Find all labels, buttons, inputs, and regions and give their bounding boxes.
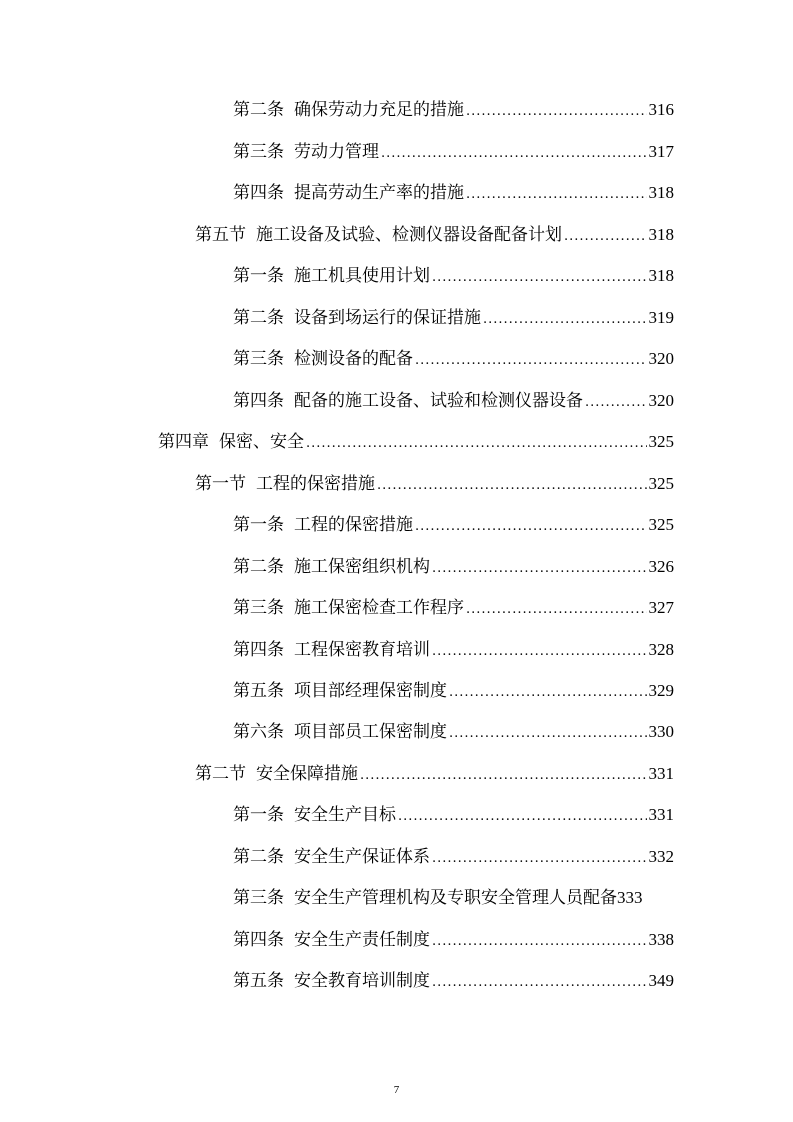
dot-leader bbox=[360, 765, 647, 787]
toc-entry-number: 第二节 bbox=[195, 764, 246, 784]
toc-entry[interactable] bbox=[195, 763, 674, 787]
dot-leader bbox=[466, 184, 647, 206]
toc-entry-number: 第二条 bbox=[233, 308, 284, 328]
toc-entry[interactable] bbox=[195, 224, 674, 248]
toc-entry-title: 设备到场运行的保证措施 bbox=[294, 308, 481, 328]
toc-entry-number: 第五条 bbox=[233, 681, 284, 701]
toc-entry-page: 331 bbox=[648, 805, 674, 824]
toc-entry-title: 工程的保密措施 bbox=[256, 474, 375, 494]
toc-entry-title: 确保劳动力充足的措施 bbox=[294, 100, 464, 120]
toc-entry-page: 316 bbox=[648, 100, 674, 119]
toc-entry[interactable] bbox=[233, 929, 674, 953]
dot-leader bbox=[432, 972, 647, 994]
toc-entry[interactable] bbox=[233, 846, 674, 870]
toc-entry-title: 安全保障措施 bbox=[256, 764, 358, 784]
toc-entry-page: 330 bbox=[648, 722, 674, 741]
toc-entry-title: 检测设备的配备 bbox=[294, 349, 413, 369]
toc-entry[interactable] bbox=[233, 141, 674, 165]
dot-leader bbox=[377, 475, 647, 497]
toc-entry-title: 安全生产责任制度 bbox=[294, 930, 430, 950]
toc-entry-number: 第三条 bbox=[233, 598, 284, 618]
toc-entry-title: 工程保密教育培训 bbox=[294, 640, 430, 660]
toc-entry-page: 317 bbox=[648, 142, 674, 161]
toc-entry-page: 331 bbox=[648, 764, 674, 783]
toc-entry-page: 318 bbox=[648, 183, 674, 202]
toc-entry-number: 第四条 bbox=[233, 930, 284, 950]
toc-entry[interactable] bbox=[233, 307, 674, 331]
toc-entry-number: 第五节 bbox=[195, 225, 246, 245]
toc-entry-page: 329 bbox=[648, 681, 674, 700]
toc-entry[interactable] bbox=[233, 556, 674, 580]
toc-entry-page: 327 bbox=[648, 598, 674, 617]
toc-entry-number: 第四章 bbox=[158, 432, 209, 452]
toc-entry[interactable] bbox=[195, 473, 674, 497]
toc-entry-page: 318 bbox=[648, 266, 674, 285]
toc-entry-page: 325 bbox=[648, 515, 674, 534]
toc-entry-page: 349 bbox=[648, 971, 674, 990]
dot-leader bbox=[432, 931, 647, 953]
toc-entry-page: 332 bbox=[648, 847, 674, 866]
dot-leader bbox=[432, 641, 647, 663]
toc-entry-page: 318 bbox=[648, 225, 674, 244]
toc-entry[interactable] bbox=[233, 265, 674, 289]
toc-entry-number: 第二条 bbox=[233, 100, 284, 120]
toc-entry-page: 328 bbox=[648, 640, 674, 659]
toc-entry-number: 第一条 bbox=[233, 515, 284, 535]
toc-entry-title: 安全生产目标 bbox=[294, 805, 396, 825]
toc-entry[interactable] bbox=[233, 804, 674, 828]
dot-leader bbox=[415, 516, 647, 538]
toc-entry-title: 安全教育培训制度 bbox=[294, 971, 430, 991]
dot-leader bbox=[449, 723, 647, 745]
dot-leader bbox=[449, 682, 647, 704]
dot-leader bbox=[306, 433, 647, 455]
dot-leader bbox=[398, 806, 647, 828]
toc-entry-title: 施工保密检查工作程序 bbox=[294, 598, 464, 618]
toc-entry-title: 安全生产保证体系 bbox=[294, 847, 430, 867]
toc-entry-number: 第三条 bbox=[233, 888, 284, 908]
toc-entry[interactable] bbox=[233, 639, 674, 663]
toc-entry[interactable] bbox=[233, 721, 674, 745]
toc-entry[interactable] bbox=[233, 390, 674, 414]
toc-entry-number: 第二条 bbox=[233, 847, 284, 867]
toc-entry-number: 第三条 bbox=[233, 349, 284, 369]
dot-leader bbox=[432, 558, 647, 580]
toc-entry-page: 325 bbox=[648, 474, 674, 493]
toc-entry-number: 第五条 bbox=[233, 971, 284, 991]
toc-entry-title: 提高劳动生产率的措施 bbox=[294, 183, 464, 203]
toc-entry-number: 第四条 bbox=[233, 391, 284, 411]
toc-entry-title: 安全生产管理机构及专职安全管理人员配备 bbox=[294, 888, 617, 908]
toc-entry-title: 施工设备及试验、检测仪器设备配备计划 bbox=[256, 225, 562, 245]
toc-entry[interactable] bbox=[233, 887, 674, 909]
toc-entry-page: 338 bbox=[648, 930, 674, 949]
toc-entry[interactable] bbox=[233, 970, 674, 994]
toc-entry[interactable] bbox=[158, 431, 674, 455]
toc-entry-title: 工程的保密措施 bbox=[294, 515, 413, 535]
toc-entry[interactable] bbox=[233, 182, 674, 206]
toc-entry-title: 项目部经理保密制度 bbox=[294, 681, 447, 701]
dot-leader bbox=[432, 848, 647, 870]
dot-leader bbox=[483, 309, 647, 331]
toc-entry-page: 326 bbox=[648, 557, 674, 576]
toc-entry-number: 第四条 bbox=[233, 183, 284, 203]
toc-entry-number: 第四条 bbox=[233, 640, 284, 660]
toc-entry-page: 319 bbox=[648, 308, 674, 327]
dot-leader bbox=[381, 143, 647, 165]
toc-entry[interactable] bbox=[233, 348, 674, 372]
toc-entry-page: 333 bbox=[617, 888, 643, 907]
toc-entry-number: 第二条 bbox=[233, 557, 284, 577]
toc-entry[interactable] bbox=[233, 680, 674, 704]
toc-entry[interactable] bbox=[233, 597, 674, 621]
toc-entry-number: 第一条 bbox=[233, 805, 284, 825]
toc-entry-number: 第一条 bbox=[233, 266, 284, 286]
toc-entry-page: 320 bbox=[648, 391, 674, 410]
toc-entry-number: 第六条 bbox=[233, 722, 284, 742]
toc-entry-title: 劳动力管理 bbox=[294, 142, 379, 162]
dot-leader bbox=[564, 226, 647, 248]
toc-entry-title: 施工机具使用计划 bbox=[294, 266, 430, 286]
toc-entry-number: 第一节 bbox=[195, 474, 246, 494]
dot-leader bbox=[432, 267, 647, 289]
toc-entry[interactable] bbox=[233, 99, 674, 123]
toc-entry-title: 保密、安全 bbox=[219, 432, 304, 452]
toc-entry[interactable] bbox=[233, 514, 674, 538]
dot-leader bbox=[466, 101, 647, 123]
dot-leader bbox=[466, 599, 647, 621]
toc-entry-page: 320 bbox=[648, 349, 674, 368]
toc-entry-title: 配备的施工设备、试验和检测仪器设备 bbox=[294, 391, 583, 411]
page-number: 7 bbox=[393, 1084, 400, 1096]
toc-entry-number: 第三条 bbox=[233, 142, 284, 162]
toc-entry-page: 325 bbox=[648, 432, 674, 451]
dot-leader bbox=[415, 350, 647, 372]
dot-leader bbox=[585, 392, 647, 414]
toc-entry-title: 施工保密组织机构 bbox=[294, 557, 430, 577]
toc-entry-title: 项目部员工保密制度 bbox=[294, 722, 447, 742]
